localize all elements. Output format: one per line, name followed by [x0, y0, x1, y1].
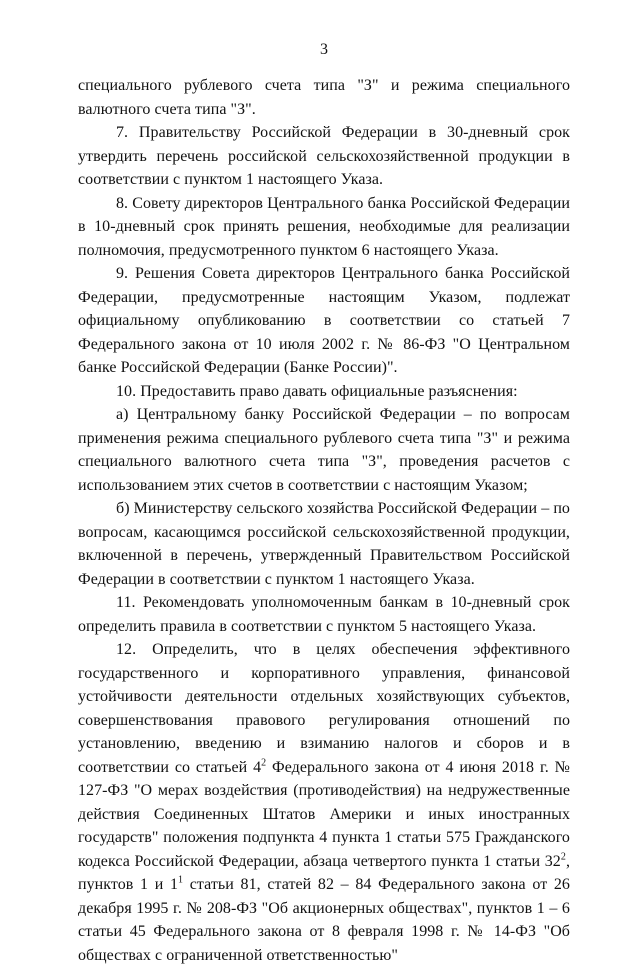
- paragraph-text: статьи 81, статей 82 – 84 Федерального закона от 26 декабря 1995 г. № 208-ФЗ "Об акционерных обществах", пунктов 1 – 6 статьи 45 Федерального закона от 8 февраля 1998 г. № 14-ФЗ "Об обществах с ограниченной ответственностью": [78, 876, 570, 964]
- paragraph: [78, 192, 570, 263]
- paragraph-text: 9. Решения Совета директоров Центрального банка Российской Федерации, предусмотренные настоящим Указом, подлежат официальному опубликованию в соответствии со статьей 7 Федерального закона от 10 июля 2002 г. № 86-ФЗ "О Центральном банке Российской Федерации (Банке России)".: [78, 265, 570, 376]
- paragraph-text: специального рублевого счета типа "З" и режима специального валютного счета типа "З".: [78, 77, 570, 118]
- paragraph-text: 8. Совету директоров Центрального банка Российской Федерации в 10-дневный срок принять решения, необходимые для реализации полномочия, предусмотренного пунктом 6 настоящего Указа.: [78, 194, 570, 259]
- paragraph: [78, 74, 570, 121]
- paragraph-text: Федерального закона от 4 июня 2018 г. № 127-ФЗ "О мерах воздействия (противодействия) на недружественные действия Соединенных Штатов Америки и иных иностранных государств" положения подпункта 4 пункта 1 статьи 575 Гражданского кодекса Российской Федерации, абзаца четвертого пункта 1 статьи 32: [78, 758, 570, 870]
- superscript: 2: [560, 851, 566, 863]
- paragraph-text: 11. Рекомендовать уполномоченным банкам в 10-дневный срок определить правила в соответствии с пунктом 5 настоящего Указа.: [78, 594, 570, 635]
- superscript: 2: [261, 757, 267, 769]
- paragraph: [78, 591, 570, 638]
- paragraph: [78, 262, 570, 380]
- paragraph-text: 7. Правительству Российской Федерации в 30-дневный срок утвердить перечень российской сельскохозяйственной продукции в соответствии с пунктом 1 настоящего Указа.: [78, 124, 570, 188]
- paragraph: [78, 380, 570, 404]
- document-body: [78, 74, 570, 967]
- paragraph-text: 10. Предоставить право давать официальные разъяснения:: [116, 382, 518, 400]
- page-number: 3: [320, 41, 328, 58]
- paragraph-text: , пунктов 1 и 1: [78, 852, 570, 893]
- paragraph-text: 12. Определить, что в целях обеспечения эффективного государственного и корпоративного управления, финансовой устойчивости деятельности отдельных хозяйствующих субъектов, совершенствования правового регулирования отношений по установлению, введению и взиманию налогов и сборов и в соответствии со статьей 4: [78, 641, 570, 776]
- paragraph: [78, 121, 570, 192]
- paragraph: [78, 638, 570, 967]
- paragraph: [78, 497, 570, 591]
- paragraph-text: б) Министерству сельского хозяйства Российской Федерации – по вопросам, касающимся российской сельскохозяйственной продукции, включенной в перечень, утвержденный Правительством Российской Федерации в соответствии с пунктом 1 настоящего Указа.: [78, 500, 570, 588]
- superscript: 1: [178, 874, 184, 886]
- paragraph-text: а) Центральному банку Российской Федерации – по вопросам применения режима специального рублевого счета типа "З" и режима специального валютного счета типа "З", проведения расчетов с использованием этих счетов в соответствии с настоящим Указом;: [78, 406, 570, 494]
- paragraph: [78, 403, 570, 497]
